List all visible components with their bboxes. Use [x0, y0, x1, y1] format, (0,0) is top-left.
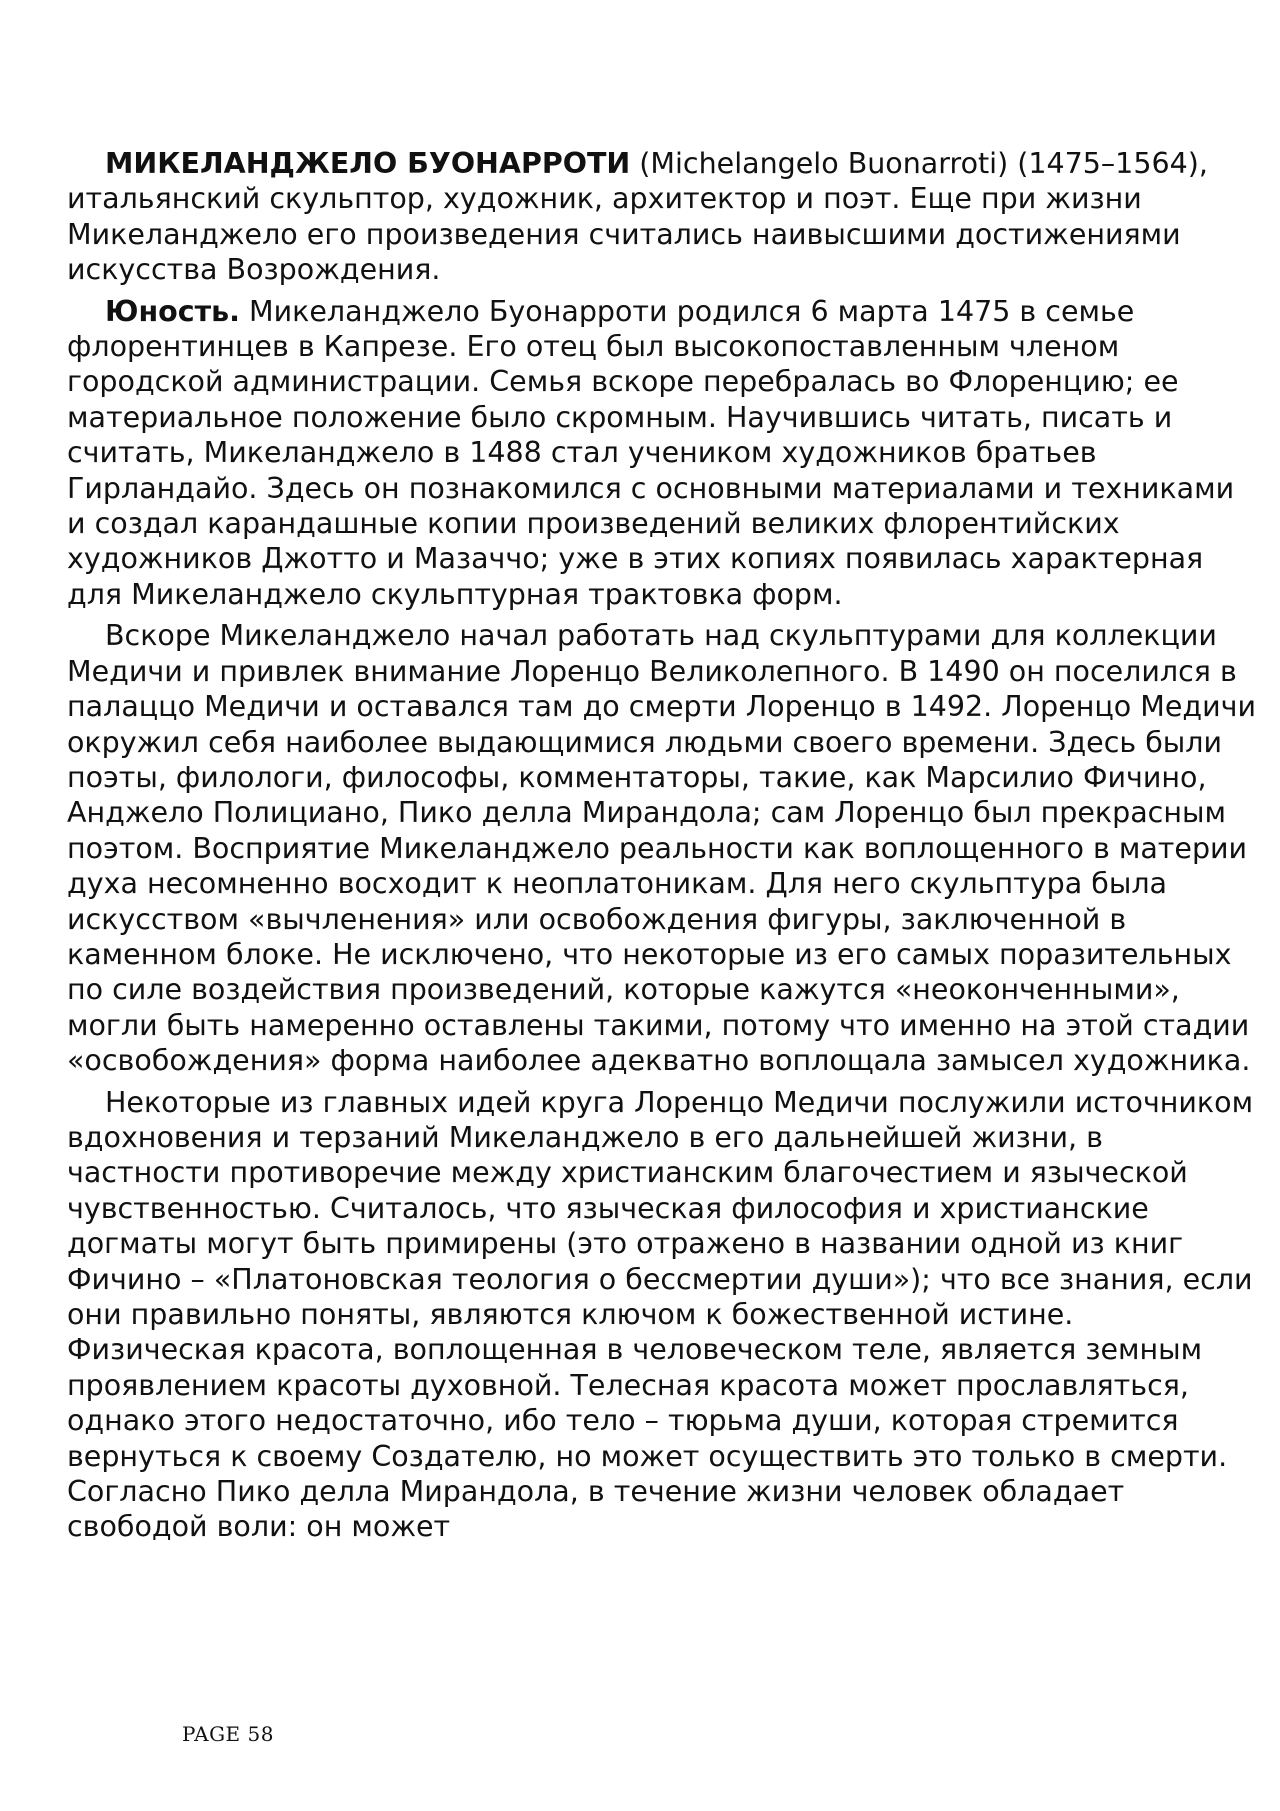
- paragraph-text: (Michelangelo Buonarroti) (1475–1564), итальянский скульптор, художник, архитектор и поэт. Еще при жизни Микеланджело его произведения считались наивысшими достижениями искусства Возрождения.: [67, 147, 1208, 287]
- paragraph-ideas: [67, 1085, 1257, 1545]
- page-number-footer: PAGE 58: [182, 1722, 274, 1746]
- paragraph-lead-title: МИКЕЛАНДЖЕЛО БУОНАРРОТИ: [105, 147, 631, 180]
- paragraph-text: Микеланджело Буонарроти родился 6 марта 1475 в семье флорентинцев в Капрезе. Его отец был высокопоставленным членом городской администрации. Семья вскоре перебралась во Флоренцию; ее материальное положение было скромным. Научившись читать, писать и считать, Микеланджело в 1488 стал учеником художников братьев Гирландайо. Здесь он познакомился с основными материалами и техниками и создал карандашные копии произведений великих флорентийских художников Джотто и Мазаччо; уже в этих копиях появилась характерная для Микеланджело скульптурная трактовка форм.: [67, 294, 1235, 611]
- paragraph-text: Вскоре Микеланджело начал работать над скульптурами для коллекции Медичи и привлек внимание Лоренцо Великолепного. В 1490 он поселился в палаццо Медичи и оставался там до смерти Лоренцо в 1492. Лоренцо Медичи окружил себя наиболее выдающимися людьми своего времени. Здесь были поэты, филологи, философы, комментаторы, такие, как Марсилио Фичино, Анджело Полициано, Пико делла Мирандола; сам Лоренцо был прекрасным поэтом. Восприятие Микеланджело реальности как воплощенного в материи духа несомненно восходит к неоплатоникам. Для него скульптура была искусством «вычленения» или освобождения фигуры, заключенной в каменном блоке. Не исключено, что некоторые из его самых поразительных по силе воздействия произведений, которые кажутся «неоконченными», могли быть намеренно оставлены такими, потому что именно на этой стадии «освобождения» форма наиболее адекватно воплощала замысел художника.: [67, 619, 1257, 1078]
- paragraph-youth: [67, 294, 1257, 613]
- document-body: [67, 146, 1257, 1551]
- paragraph-lead-section: Юность.: [105, 294, 240, 328]
- paragraph-text: Некоторые из главных идей круга Лоренцо Медичи послужили источником вдохновения и терзаний Микеланджело в его дальнейшей жизни, в частности противоречие между христианским благочестием и языческой чувственностью. Считалось, что языческая философия и христианские догматы могут быть примирены (это отражено в названии одной из книг Фичино – «Платоновская теология о бессмертии души»); что все знания, если они правильно поняты, являются ключом к божественной истине. Физическая красота, воплощенная в человеческом теле, является земным проявлением красоты духовной. Телесная красота может прославляться, однако этого недостаточно, ибо тело – тюрьма души, которая стремится вернуться к своему Создателю, но может осуществить это только в смерти. Согласно Пико делла Мирандола, в течение жизни человек обладает свободой воли: он может: [67, 1085, 1254, 1544]
- paragraph-intro: [67, 146, 1257, 288]
- paragraph-medici: [67, 618, 1257, 1078]
